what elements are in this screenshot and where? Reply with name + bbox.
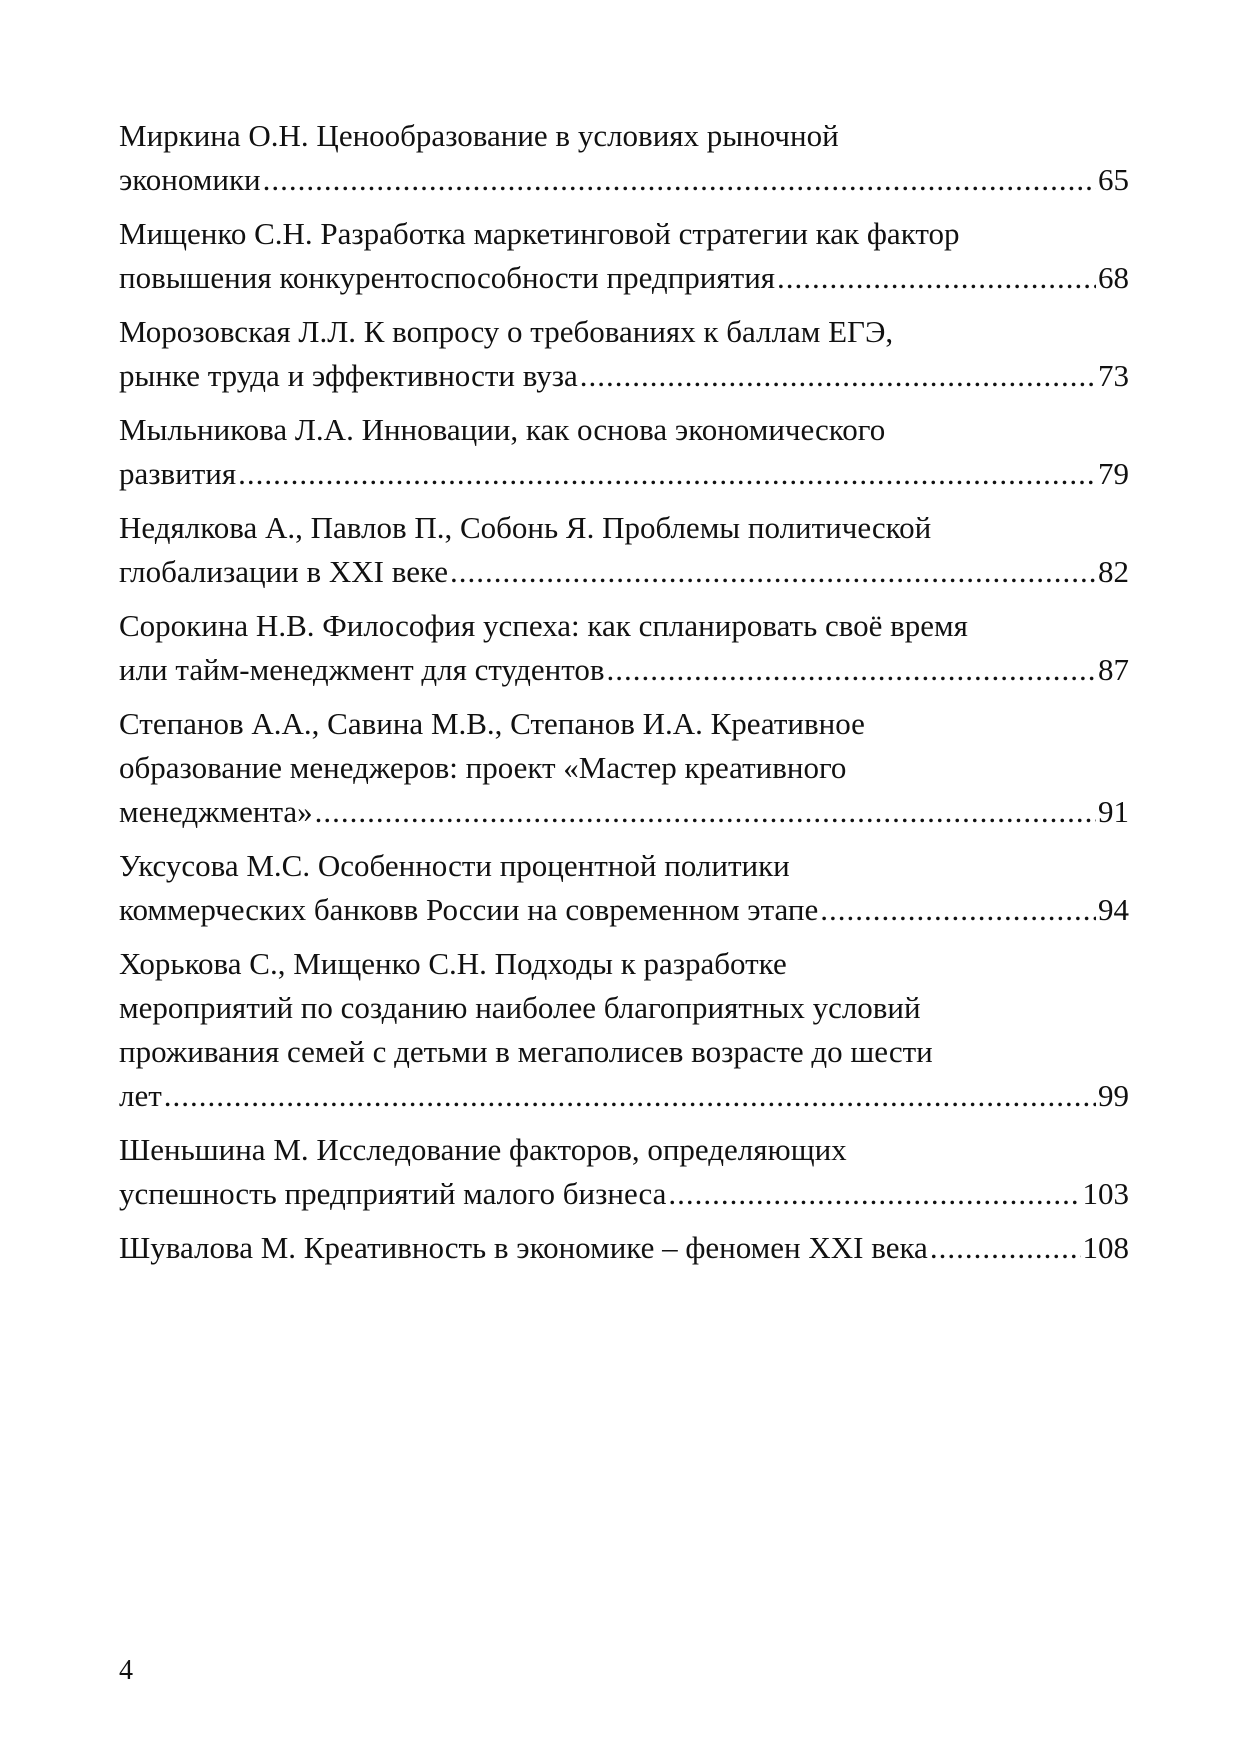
toc-entry[interactable]: [119, 114, 1129, 202]
dot-leader: [238, 452, 1096, 496]
toc-entry-last-line: [119, 256, 1129, 300]
toc-entry-text: или тайм-менеджмент для студентов: [119, 652, 605, 687]
toc-entry[interactable]: [119, 844, 1129, 932]
toc-entry-text: коммерческих банковв России на современном этапе: [119, 892, 819, 927]
toc-entry-line: Сорокина Н.В. Философия успеха: как спланировать своё время: [119, 608, 968, 643]
toc-entry-text: повышения конкурентоспособности предприятия: [119, 260, 776, 295]
toc-page-number: 73: [1098, 358, 1129, 393]
dot-leader: [315, 790, 1096, 834]
toc-entry-text: экономики: [119, 162, 261, 197]
dot-leader: [450, 550, 1096, 594]
toc-entry-line: Миркина О.Н. Ценообразование в условиях рыночной: [119, 118, 839, 153]
toc-page-number: 94: [1098, 892, 1129, 927]
toc-page-number: 82: [1098, 554, 1129, 589]
toc-page-number: 65: [1098, 162, 1129, 197]
toc-entry[interactable]: [119, 212, 1129, 300]
toc-page-number: 99: [1098, 1078, 1129, 1113]
toc-page-number: 87: [1098, 652, 1129, 687]
page-number: 4: [119, 1655, 133, 1686]
dot-leader: [820, 888, 1096, 932]
toc-entry-line: Мыльникова Л.А. Инновации, как основа экономического: [119, 412, 886, 447]
toc-entry-line: проживания семей с детьми в мегаполисев возрасте до шести: [119, 1034, 933, 1069]
toc-entry-last-line: [119, 452, 1129, 496]
toc-entry-last-line: [119, 158, 1129, 202]
toc-entry[interactable]: [119, 1128, 1129, 1216]
toc-entry-line: образование менеджеров: проект «Мастер креативного: [119, 750, 847, 785]
toc-entry-last-line: [119, 354, 1129, 398]
toc-entry-last-line: [119, 1172, 1129, 1216]
toc-entry-text: лет: [119, 1078, 162, 1113]
dot-leader: [580, 354, 1096, 398]
toc-entry-text: развития: [119, 456, 237, 491]
toc-entry-text: Шувалова М. Креативность в экономике – феномен XXI века: [119, 1230, 928, 1265]
dot-leader: [668, 1172, 1080, 1216]
toc-entry-text: рынке труда и эффективности вуза: [119, 358, 578, 393]
toc-entry-last-line: [119, 888, 1129, 932]
toc-entry[interactable]: [119, 408, 1129, 496]
toc-entry-text: менеджмента»: [119, 794, 313, 829]
toc-entry-last-line: [119, 550, 1129, 594]
toc-page-number: 108: [1082, 1230, 1129, 1265]
toc-entry[interactable]: [119, 506, 1129, 594]
toc-entry-line: мероприятий по созданию наиболее благоприятных условий: [119, 990, 921, 1025]
dot-leader: [930, 1226, 1081, 1270]
table-of-contents: [119, 114, 1129, 1280]
toc-entry-text: успешность предприятий малого бизнеса: [119, 1176, 667, 1211]
toc-entry-line: Недялкова А., Павлов П., Собонь Я. Проблемы политической: [119, 510, 932, 545]
toc-entry[interactable]: [119, 604, 1129, 692]
toc-entry-last-line: [119, 1226, 1129, 1270]
toc-page-number: 79: [1098, 456, 1129, 491]
toc-entry-line: Уксусова М.С. Особенности процентной политики: [119, 848, 790, 883]
toc-entry[interactable]: [119, 310, 1129, 398]
toc-entry-line: Мищенко С.Н. Разработка маркетинговой стратегии как фактор: [119, 216, 960, 251]
toc-entry-last-line: [119, 648, 1129, 692]
dot-leader: [606, 648, 1096, 692]
toc-entry-line: Степанов А.А., Савина М.В., Степанов И.А. Креативное: [119, 706, 865, 741]
toc-entry-line: Хорькова С., Мищенко С.Н. Подходы к разработке: [119, 946, 787, 981]
toc-entry-last-line: [119, 790, 1129, 834]
dot-leader: [164, 1074, 1096, 1118]
toc-entry-text: глобализации в XXI веке: [119, 554, 448, 589]
toc-entry[interactable]: [119, 942, 1129, 1118]
toc-page-number: 68: [1098, 260, 1129, 295]
toc-entry-line: Шеньшина М. Исследование факторов, определяющих: [119, 1132, 847, 1167]
dot-leader: [263, 158, 1096, 202]
dot-leader: [777, 256, 1096, 300]
toc-page-number: 91: [1098, 794, 1129, 829]
toc-entry[interactable]: [119, 702, 1129, 834]
toc-page-number: 103: [1082, 1176, 1129, 1211]
toc-entry-line: Морозовская Л.Л. К вопросу о требованиях к баллам ЕГЭ,: [119, 314, 894, 349]
toc-entry-last-line: [119, 1074, 1129, 1118]
toc-entry[interactable]: [119, 1226, 1129, 1270]
